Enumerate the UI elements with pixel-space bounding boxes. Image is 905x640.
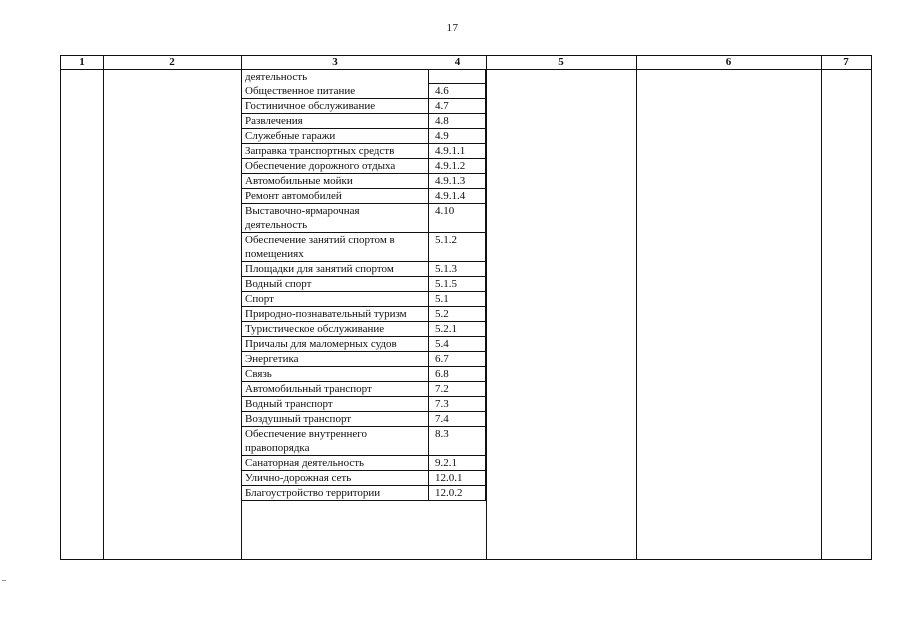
column-divider	[103, 56, 104, 559]
use-type-code: 4.10	[429, 203, 486, 233]
use-type-code: 4.9.1.1	[429, 143, 486, 159]
use-type-code: 8.3	[429, 426, 486, 456]
use-type-name: Обеспечение дорожного отдыха	[241, 159, 429, 174]
use-type-code: 5.1.3	[429, 261, 486, 277]
table-row	[241, 144, 486, 159]
land-use-table	[241, 70, 486, 501]
column-number-3: 3	[332, 56, 338, 68]
use-type-name: Связь	[241, 367, 429, 382]
table-row	[241, 352, 486, 367]
column-number-5: 5	[558, 56, 564, 68]
use-type-name: Воздушный транспорт	[241, 412, 429, 427]
table-row	[241, 456, 486, 471]
use-type-name: деятельность	[241, 70, 429, 84]
table-row	[241, 189, 486, 204]
use-type-name: Обеспечение занятий спортом в помещениях	[241, 233, 429, 262]
use-type-code: 5.4	[429, 336, 486, 352]
column-divider	[821, 56, 822, 559]
use-type-name: Служебные гаражи	[241, 129, 429, 144]
use-type-code: 5.1.5	[429, 276, 486, 292]
use-type-name: Улично-дорожная сеть	[241, 471, 429, 486]
use-type-name: Ремонт автомобилей	[241, 189, 429, 204]
page-number: 17	[446, 22, 459, 34]
document-table	[60, 55, 872, 560]
use-type-code: 7.2	[429, 381, 486, 397]
table-row	[241, 367, 486, 382]
column-number-6: 6	[725, 56, 732, 68]
use-type-code: 5.1	[429, 291, 486, 307]
use-type-name: Заправка транспортных средств	[241, 144, 429, 159]
table-row	[241, 322, 486, 337]
use-type-code: 12.0.2	[429, 485, 486, 501]
column-number-4: 4	[454, 56, 461, 68]
use-type-name: Обеспечение внутреннего правопорядка	[241, 427, 429, 456]
use-type-name: Туристическое обслуживание	[241, 322, 429, 337]
table-row	[241, 471, 486, 486]
table-header-row	[61, 56, 871, 70]
table-row	[241, 174, 486, 189]
use-type-code: 5.1.2	[429, 232, 486, 262]
use-type-code: 4.9	[429, 128, 486, 144]
column-divider	[636, 56, 637, 559]
table-row	[241, 262, 486, 277]
use-type-code: 4.7	[429, 98, 486, 114]
use-type-code: 4.9.1.3	[429, 173, 486, 189]
table-row	[241, 486, 486, 501]
table-row	[241, 233, 486, 262]
use-type-code: 5.2	[429, 306, 486, 322]
use-type-name: Площадки для занятий спортом	[241, 262, 429, 277]
use-type-name: Природно-познавательный туризм	[241, 307, 429, 322]
column-number-2: 2	[169, 56, 175, 68]
use-type-code	[429, 70, 486, 84]
table-row	[241, 427, 486, 456]
use-type-name: Выставочно-ярмарочная деятельность	[241, 204, 429, 233]
table-row	[241, 307, 486, 322]
table-row	[241, 277, 486, 292]
column-number-1: 1	[79, 56, 85, 68]
column-number-7: 7	[843, 56, 849, 68]
use-type-name: Гостиничное обслуживание	[241, 99, 429, 114]
use-type-code: 4.9.1.4	[429, 188, 486, 204]
table-row	[241, 292, 486, 307]
use-type-name: Водный спорт	[241, 277, 429, 292]
use-type-code: 5.2.1	[429, 321, 486, 337]
use-type-code: 6.8	[429, 366, 486, 382]
table-row	[241, 159, 486, 174]
use-type-name: Санаторная деятельность	[241, 456, 429, 471]
use-type-code: 4.6	[429, 83, 486, 99]
use-type-code: 4.9.1.2	[429, 158, 486, 174]
table-row	[241, 129, 486, 144]
use-type-name: Развлечения	[241, 114, 429, 129]
use-type-name: Водный транспорт	[241, 397, 429, 412]
use-type-code: 6.7	[429, 351, 486, 367]
use-type-code: 12.0.1	[429, 470, 486, 486]
table-row	[241, 99, 486, 114]
use-type-name: Автомобильный транспорт	[241, 382, 429, 397]
table-row	[241, 412, 486, 427]
table-row	[241, 84, 486, 99]
use-type-name: Спорт	[241, 292, 429, 307]
use-type-code: 4.8	[429, 113, 486, 129]
margin-mark	[2, 580, 6, 581]
use-type-code: 9.2.1	[429, 455, 486, 471]
use-type-name: Автомобильные мойки	[241, 174, 429, 189]
table-row	[241, 382, 486, 397]
use-type-name: Благоустройство территории	[241, 486, 429, 501]
use-type-name: Причалы для маломерных судов	[241, 337, 429, 352]
table-row	[241, 397, 486, 412]
table-row	[241, 114, 486, 129]
use-type-name: Общественное питание	[241, 84, 429, 99]
use-type-code: 7.4	[429, 411, 486, 427]
table-row	[241, 337, 486, 352]
table-row	[241, 70, 486, 84]
column-divider	[486, 56, 487, 559]
table-row	[241, 204, 486, 233]
use-type-code: 7.3	[429, 396, 486, 412]
use-type-name: Энергетика	[241, 352, 429, 367]
